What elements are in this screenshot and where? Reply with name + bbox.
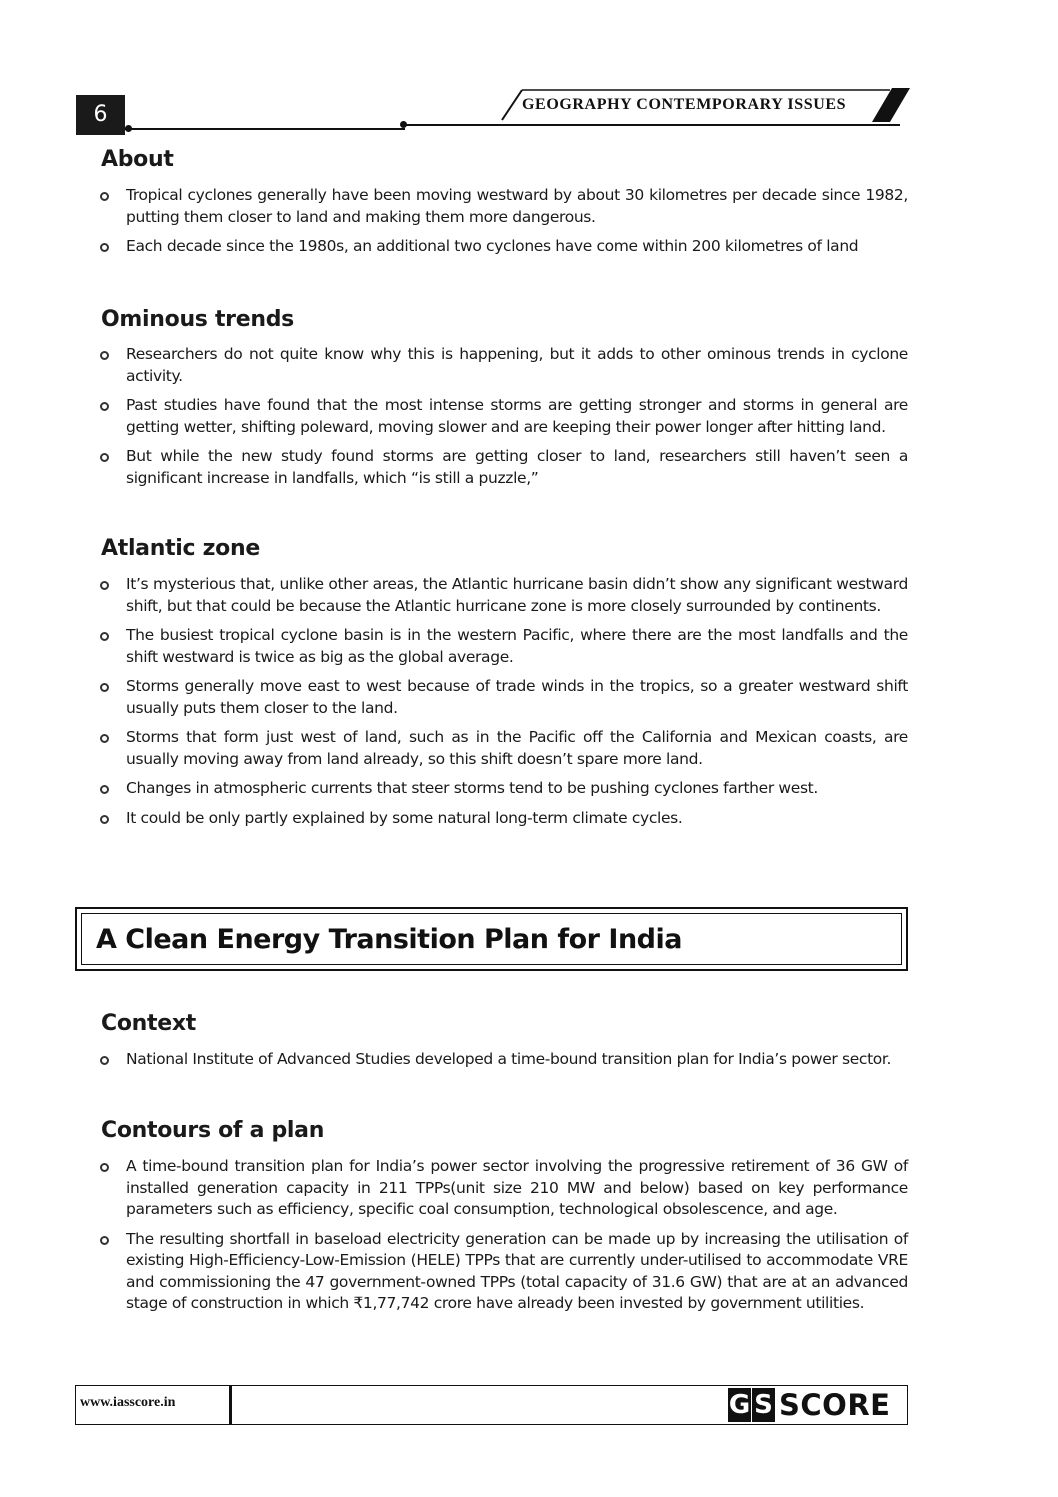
list-item	[100, 1156, 908, 1221]
page-number: 6	[76, 95, 125, 135]
list-item-text: It could be only partly explained by some natural long-term climate cycles.	[126, 808, 683, 827]
footer-url: www.iasscore.in	[80, 1395, 176, 1410]
gs-score-logo	[728, 1388, 890, 1422]
logo-word: SCORE	[779, 1388, 891, 1422]
article-title-box	[75, 907, 908, 971]
footer	[75, 1385, 908, 1425]
bullet-icon	[100, 1056, 109, 1065]
list-item-text: The busiest tropical cyclone basin is in the western Pacific, where there are the most landfalls and the shift westward is twice as big as the global average.	[126, 626, 908, 666]
bullet-icon	[100, 1163, 109, 1172]
bullet-list-atlantic-zone	[100, 574, 908, 837]
list-item	[100, 395, 908, 438]
bullet-list-ominous-trends	[100, 344, 908, 497]
list-item-text: Past studies have found that the most intense storms are getting stronger and storms in general are getting wetter, shifting poleward, moving slower and are keeping their power longer after hitting land.	[126, 396, 908, 436]
list-item	[100, 446, 908, 489]
header-rule-right	[405, 124, 900, 126]
bullet-list-context	[100, 1049, 908, 1079]
list-item	[100, 574, 908, 617]
header-title: GEOGRAPHY CONTEMPORARY ISSUES	[522, 96, 847, 113]
bullet-icon	[100, 402, 109, 411]
list-item	[100, 344, 908, 387]
bullet-icon	[100, 1236, 109, 1245]
footer-divider	[229, 1386, 232, 1424]
section-heading-context: Context	[101, 1011, 196, 1036]
bullet-icon	[100, 632, 109, 641]
list-item	[100, 236, 908, 258]
list-item	[100, 1049, 908, 1071]
list-item-text: It’s mysterious that, unlike other areas, the Atlantic hurricane basin didn’t show any significant westward shift, but that could be because the Atlantic hurricane zone is more closely surrounded by continents.	[126, 575, 908, 615]
bullet-icon	[100, 453, 109, 462]
list-item-text: The resulting shortfall in baseload electricity generation can be made up by increasing the utilisation of existing High-Efficiency-Low-Emission (HELE) TPPs that are currently under-utilised to accommodate VRE and commissioning the 47 government-owned TPPs (total capacity of 31.6 GW) that are at an advanced stage of construction in which ₹1,77,742 crore have already been invested by government utilities.	[126, 1229, 908, 1312]
section-heading-ominous-trends: Ominous trends	[101, 307, 294, 332]
list-item-text: Storms that form just west of land, such as in the Pacific off the California and Mexican coasts, are usually moving away from land already, so this shift doesn’t spare more land.	[126, 728, 908, 768]
bullet-icon	[100, 243, 109, 252]
list-item	[100, 676, 908, 719]
bullet-list-contours	[100, 1156, 908, 1323]
list-item-text: Researchers do not quite know why this is happening, but it adds to other ominous trends in cyclone activity.	[126, 345, 908, 385]
bullet-icon	[100, 815, 109, 824]
logo-letter-s: S	[752, 1388, 775, 1422]
header-rule-left	[125, 128, 405, 130]
list-item	[100, 625, 908, 668]
list-item	[100, 778, 908, 800]
bullet-icon	[100, 785, 109, 794]
bullet-list-about	[100, 185, 908, 266]
article-title: A Clean Energy Transition Plan for India	[81, 913, 902, 965]
bullet-icon	[100, 351, 109, 360]
list-item-text: National Institute of Advanced Studies developed a time-bound transition plan for India’s power sector.	[126, 1050, 892, 1068]
list-item-text: But while the new study found storms are getting closer to land, researchers still haven’t seen a significant increase in landfalls, which “is still a puzzle,”	[126, 447, 908, 487]
list-item	[100, 808, 908, 830]
bullet-icon	[100, 734, 109, 743]
bullet-icon	[100, 683, 109, 692]
list-item-text: Storms generally move east to west because of trade winds in the tropics, so a greater westward shift usually puts them closer to the land.	[126, 677, 908, 717]
list-item	[100, 1229, 908, 1315]
logo-letter-g: G	[728, 1390, 751, 1420]
list-item-text: Changes in atmospheric currents that steer storms tend to be pushing cyclones farther west.	[126, 779, 818, 797]
header-rule-dot-left	[125, 125, 132, 132]
list-item-text: Each decade since the 1980s, an additional two cyclones have come within 200 kilometres of land	[126, 237, 859, 255]
bullet-icon	[100, 581, 109, 590]
list-item-text: Tropical cyclones generally have been moving westward by about 30 kilometres per decade since 1982, putting them closer to land and making them more dangerous.	[126, 186, 908, 226]
section-heading-about: About	[101, 147, 174, 172]
section-heading-atlantic-zone: Atlantic zone	[101, 536, 260, 561]
bullet-icon	[100, 192, 109, 201]
section-heading-contours: Contours of a plan	[101, 1118, 325, 1143]
list-item	[100, 185, 908, 228]
list-item-text: A time-bound transition plan for India’s power sector involving the progressive retirement of 36 GW of installed generation capacity in 211 TPPs(unit size 210 MW and below) based on key performance parameters such as efficiency, specific coal consumption, technological obsolescence, and age.	[126, 1157, 908, 1218]
list-item	[100, 727, 908, 770]
